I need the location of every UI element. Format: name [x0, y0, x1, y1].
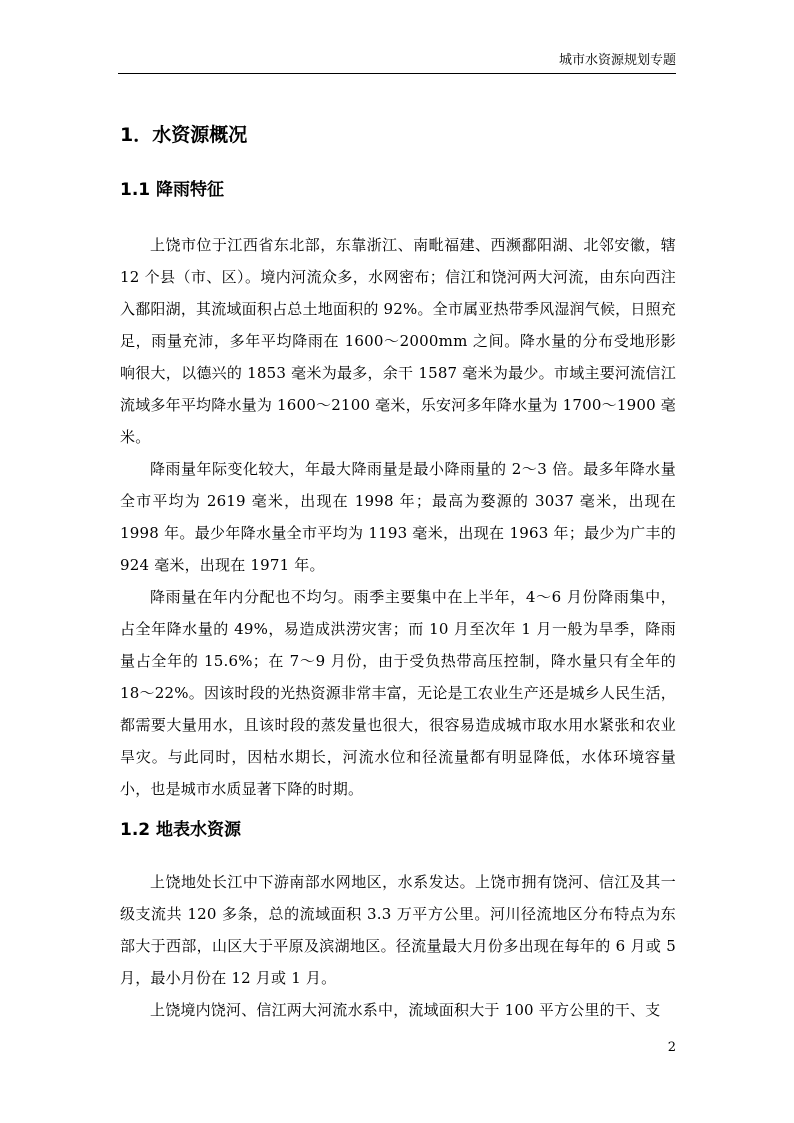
- surface-water-body: [120, 866, 676, 1026]
- section-heading: 1．水资源概况: [120, 124, 248, 146]
- subsection-heading-surface-water: 1.2 地表水资源: [120, 820, 242, 840]
- page-number: 2: [667, 1040, 676, 1055]
- rainfall-body: [120, 229, 676, 805]
- paragraph: 降雨量在年内分配也不均匀。雨季主要集中在上半年，4～6 月份降雨集中，占全年降水量的 49%，易造成洪涝灾害；而 10 月至次年 1 月一般为旱季，降雨量占全年的 15.6%；在 7～9 月份，由于受负热带高压控制，降水量只有全年的 18～22%。因该时段的光热资源非常丰富，无论是工农业生产还是城乡人民生活，都需要大量用水，且该时段的蒸发量也很大，很容易造成城市取水用水紧张和农业旱灾。与此同时，因枯水期长，河流水位和径流量都有明显降低，水体环境容量小，也是城市水质显著下降的时期。: [120, 588, 676, 798]
- subsection-heading-rainfall: 1.1 降雨特征: [120, 180, 225, 200]
- running-header: 城市水资源规划专题: [558, 53, 676, 68]
- paragraph: 上饶境内饶河、信江两大河流水系中，流域面积大于 100 平方公里的干、支: [150, 1001, 661, 1019]
- paragraph: 上饶市位于江西省东北部，东靠浙江、南毗福建、西濒鄱阳湖、北邻安徽，辖 12 个县（市、区）。境内河流众多，水网密布；信江和饶河两大河流，由东向西注入鄱阳湖，其流域面积占总土地面积的 92%。全市属亚热带季风湿润气候，日照充足，雨量充沛，多年平均降雨在 1600～2000mm 之间。降水量的分布受地形影响很大，以德兴的 1853 毫米为最多，余干 1587 毫米为最少。市域主要河流信江流域多年平均降水量为 1600～2100 毫米，乐安河多年降水量为 1700～1900 毫米。: [120, 236, 676, 446]
- header-rule: [118, 73, 676, 74]
- paragraph: 降雨量年际变化较大，年最大降雨量是最小降雨量的 2～3 倍。最多年降水量全市平均为 2619 毫米，出现在 1998 年；最高为婺源的 3037 毫米，出现在 1998 年。最少年降水量全市平均为 1193 毫米，出现在 1963 年；最少为广丰的 924 毫米，出现在 1971 年。: [120, 460, 676, 574]
- paragraph: 上饶地处长江中下游南部水网地区，水系发达。上饶市拥有饶河、信江及其一级支流共 120 多条，总的流域面积 3.3 万平方公里。河川径流地区分布特点为东部大于西部，山区大于平原及滨湖地区。径流量最大月份多出现在每年的 6 月或 5 月，最小月份在 12 月或 1 月。: [120, 873, 676, 987]
